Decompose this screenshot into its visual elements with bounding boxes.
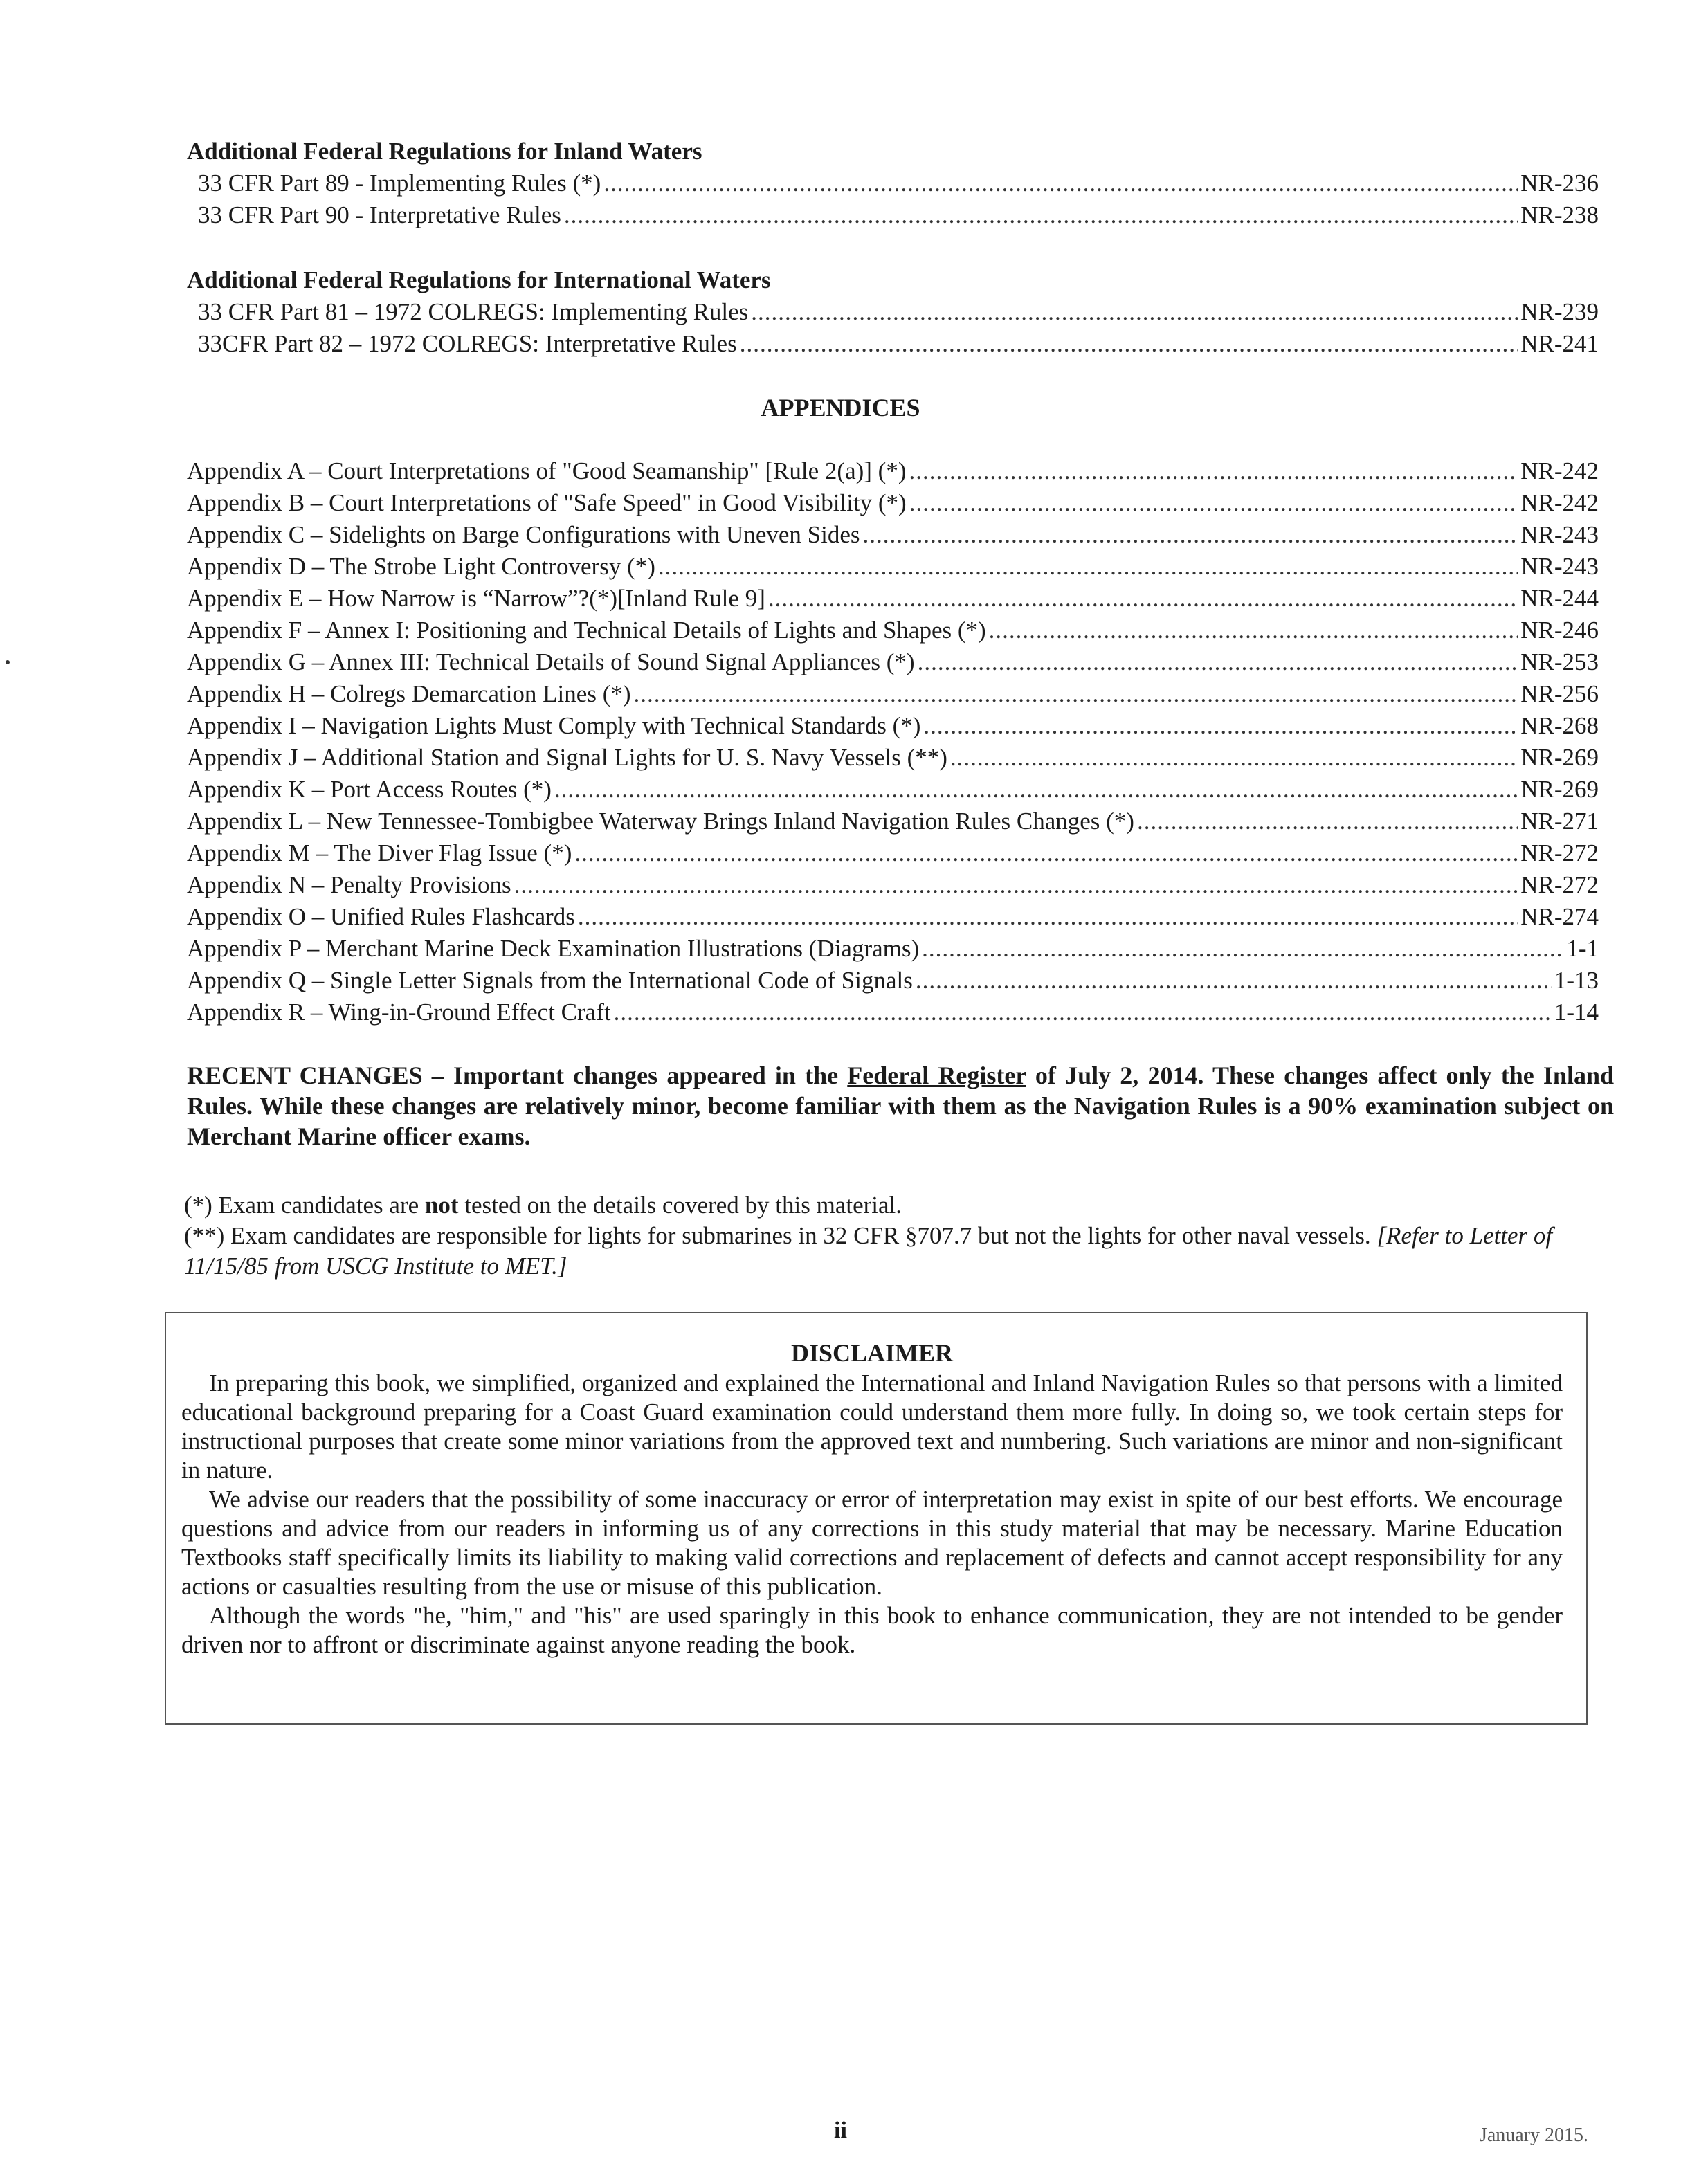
appendix-entry-label: Appendix J – Additional Station and Signal Lights for U. S. Navy Vessels (**) [187, 744, 947, 771]
appendix-entry[interactable] [187, 583, 1599, 615]
appendix-entry-page: NR-272 [1520, 839, 1599, 866]
appendix-entry-label: Appendix K – Port Access Routes (*) [187, 776, 552, 803]
appendix-entry-page: NR-246 [1520, 617, 1599, 644]
dot-leader [634, 678, 1518, 710]
dot-leader [554, 774, 1518, 806]
inland-regulations-section [187, 136, 1599, 231]
note-double-asterisk: (**) Exam candidates are responsible for lights for submarines in 32 CFR §707.7 but not the lights for other naval vessels. [Refer to Letter of 11/15/85 from USCG Institute to MET.] [184, 1222, 1553, 1280]
dot-leader [658, 551, 1518, 583]
toc-entry-page: NR-239 [1520, 298, 1599, 325]
appendix-entry-page: NR-256 [1520, 680, 1599, 707]
dot-leader [578, 901, 1518, 933]
recent-changes-rest: of July 2, 2014. These changes affect only the Inland Rules. While these changes are relatively minor, become familiar with them as the Navigation Rules is a 90% examination subject on Merchant Marine officer exams. [187, 1062, 1614, 1150]
dot-leader [862, 519, 1518, 551]
appendix-entry-page: NR-274 [1520, 903, 1599, 930]
disclaimer-paragraph: We advise our readers that the possibility of some inaccuracy or error of interpretation may exist in spite of our best efforts. We encourage questions and advice from our readers in informing us of any corrections in this study material that may be necessary. Marine Education Textbooks staff specifically limits its liability to making valid corrections and replacement of defects and cannot accept responsibility for any actions or casualties resulting from the use or misuse of this publication. [181, 1486, 1563, 1600]
appendix-entry-label: Appendix N – Penalty Provisions [187, 871, 511, 898]
note-reference: [Refer to Letter of 11/15/85 from USCG Institute to MET.] [184, 1222, 1553, 1280]
dot-leader [740, 328, 1518, 360]
appendix-entry[interactable] [187, 997, 1599, 1028]
toc-entry-label: 33CFR Part 82 – 1972 COLREGS: Interpretative Rules [198, 330, 737, 357]
note-emphasis: not [424, 1192, 459, 1219]
appendix-entry[interactable] [187, 901, 1599, 933]
disclaimer-box [165, 1312, 1588, 1725]
dot-leader [918, 646, 1518, 678]
appendix-entry-page: 1-1 [1566, 935, 1599, 962]
dot-leader [922, 933, 1563, 965]
appendix-entry-label: Appendix E – How Narrow is “Narrow”?(*)[Inland Rule 9] [187, 585, 765, 612]
appendix-entry-page: NR-243 [1520, 521, 1599, 548]
note-single-asterisk: (*) Exam candidates are not tested on the details covered by this material. [184, 1192, 902, 1219]
appendix-entry-label: Appendix Q – Single Letter Signals from the International Code of Signals [187, 967, 913, 994]
dot-leader [916, 965, 1552, 997]
dot-leader [514, 869, 1518, 901]
appendix-entry[interactable] [187, 933, 1599, 965]
appendix-entry[interactable] [187, 551, 1599, 583]
dot-leader [909, 487, 1518, 519]
toc-entry[interactable] [187, 199, 1599, 231]
appendix-entry[interactable] [187, 678, 1599, 710]
appendix-entry-page: 1-13 [1554, 967, 1599, 994]
toc-entry-label: 33 CFR Part 90 - Interpretative Rules [198, 201, 561, 228]
appendix-entry[interactable] [187, 487, 1599, 519]
dot-leader [614, 997, 1552, 1028]
inland-regulations-heading: Additional Federal Regulations for Inland Waters [187, 138, 702, 165]
appendix-entry-label: Appendix C – Sidelights on Barge Configurations with Uneven Sides [187, 521, 860, 548]
disclaimer-title: DISCLAIMER [790, 1339, 954, 1367]
appendix-entry[interactable] [187, 742, 1599, 774]
toc-entry-page: NR-241 [1520, 330, 1599, 357]
appendix-entry[interactable] [187, 615, 1599, 646]
appendices-title: APPENDICES [761, 394, 920, 421]
appendix-entry-page: NR-242 [1520, 457, 1599, 484]
appendix-entry-label: Appendix G – Annex III: Technical Details of Sound Signal Appliances (*) [187, 648, 915, 675]
recent-changes-lead: RECENT CHANGES – Important changes appeared in the [187, 1062, 848, 1089]
appendix-entry[interactable] [187, 710, 1599, 742]
appendix-entry-page: NR-243 [1520, 553, 1599, 580]
toc-entry-label: 33 CFR Part 81 – 1972 COLREGS: Implementing Rules [198, 298, 749, 325]
appendix-entry[interactable] [187, 774, 1599, 806]
dot-leader [603, 167, 1518, 199]
toc-entry-page: NR-236 [1520, 170, 1599, 197]
dot-leader [768, 583, 1518, 615]
disclaimer-paragraph: In preparing this book, we simplified, organized and explained the International and Inland Navigation Rules so that persons with a limited educational background preparing for a Coast Guard examination could understand them more fully. In doing so, we took certain steps for instructional purposes that create some minor variations from the approved text and numbering. Such variations are minor and non-significant in nature. [181, 1369, 1563, 1484]
international-regulations-heading: Additional Federal Regulations for International Waters [187, 266, 771, 293]
appendix-entry-label: Appendix R – Wing-in-Ground Effect Craft [187, 999, 611, 1026]
appendix-entry-page: NR-272 [1520, 871, 1599, 898]
appendix-entry-label: Appendix L – New Tennessee-Tombigbee Waterway Brings Inland Navigation Rules Changes (*) [187, 808, 1134, 835]
appendix-entry[interactable] [187, 519, 1599, 551]
exam-notes [184, 1190, 1575, 1282]
appendix-entry-page: 1-14 [1554, 999, 1599, 1026]
dot-leader [1137, 806, 1518, 837]
appendix-entry-page: NR-269 [1520, 776, 1599, 803]
scan-mark [6, 660, 10, 664]
appendix-entry-label: Appendix M – The Diver Flag Issue (*) [187, 839, 572, 866]
appendix-entry-page: NR-271 [1520, 808, 1599, 835]
appendix-entry-label: Appendix H – Colregs Demarcation Lines (*) [187, 680, 631, 707]
recent-changes-notice [187, 1060, 1614, 1152]
dot-leader [923, 710, 1518, 742]
international-regulations-section [187, 264, 1599, 360]
page-date: January 2015. [1479, 2124, 1588, 2146]
appendix-entry-page: NR-244 [1520, 585, 1599, 612]
appendix-entry-label: Appendix D – The Strobe Light Controversy (*) [187, 553, 655, 580]
appendix-entry-page: NR-269 [1520, 744, 1599, 771]
toc-entry[interactable] [187, 328, 1599, 360]
toc-entry[interactable] [187, 296, 1599, 328]
appendix-entry-label: Appendix A – Court Interpretations of "Good Seamanship" [Rule 2(a)] (*) [187, 457, 907, 484]
appendix-entry[interactable] [187, 837, 1599, 869]
dot-leader [574, 837, 1518, 869]
appendix-entry-page: NR-242 [1520, 489, 1599, 516]
dot-leader [950, 742, 1518, 774]
dot-leader [564, 199, 1518, 231]
appendix-entry-label: Appendix P – Merchant Marine Deck Examination Illustrations (Diagrams) [187, 935, 920, 962]
disclaimer-paragraph: Although the words "he, "him," and "his" are used sparingly in this book to enhance communication, they are not intended to be gender driven nor to affront or discriminate against anyone reading the book. [181, 1602, 1563, 1658]
appendix-entry[interactable] [187, 869, 1599, 901]
appendix-entry-page: NR-253 [1520, 648, 1599, 675]
federal-register-title: Federal Register [847, 1062, 1026, 1089]
appendices-list [187, 455, 1599, 1028]
toc-entry-page: NR-238 [1520, 201, 1599, 228]
appendix-entry[interactable] [187, 965, 1599, 997]
appendix-entry-label: Appendix O – Unified Rules Flashcards [187, 903, 575, 930]
appendix-entry-label: Appendix F – Annex I: Positioning and Technical Details of Lights and Shapes (*) [187, 617, 986, 644]
appendix-entry-label: Appendix I – Navigation Lights Must Comply with Technical Standards (*) [187, 712, 921, 739]
appendix-entry[interactable] [187, 646, 1599, 678]
appendix-entry-label: Appendix B – Court Interpretations of "Safe Speed" in Good Visibility (*) [187, 489, 907, 516]
dot-leader [751, 296, 1518, 328]
toc-entry-label: 33 CFR Part 89 - Implementing Rules (*) [198, 170, 601, 197]
dot-leader [989, 615, 1518, 646]
toc-entry[interactable] [187, 167, 1599, 199]
appendix-entry[interactable] [187, 455, 1599, 487]
appendix-entry-page: NR-268 [1520, 712, 1599, 739]
page-number: ii [834, 2118, 847, 2143]
appendix-entry[interactable] [187, 806, 1599, 837]
dot-leader [909, 455, 1518, 487]
